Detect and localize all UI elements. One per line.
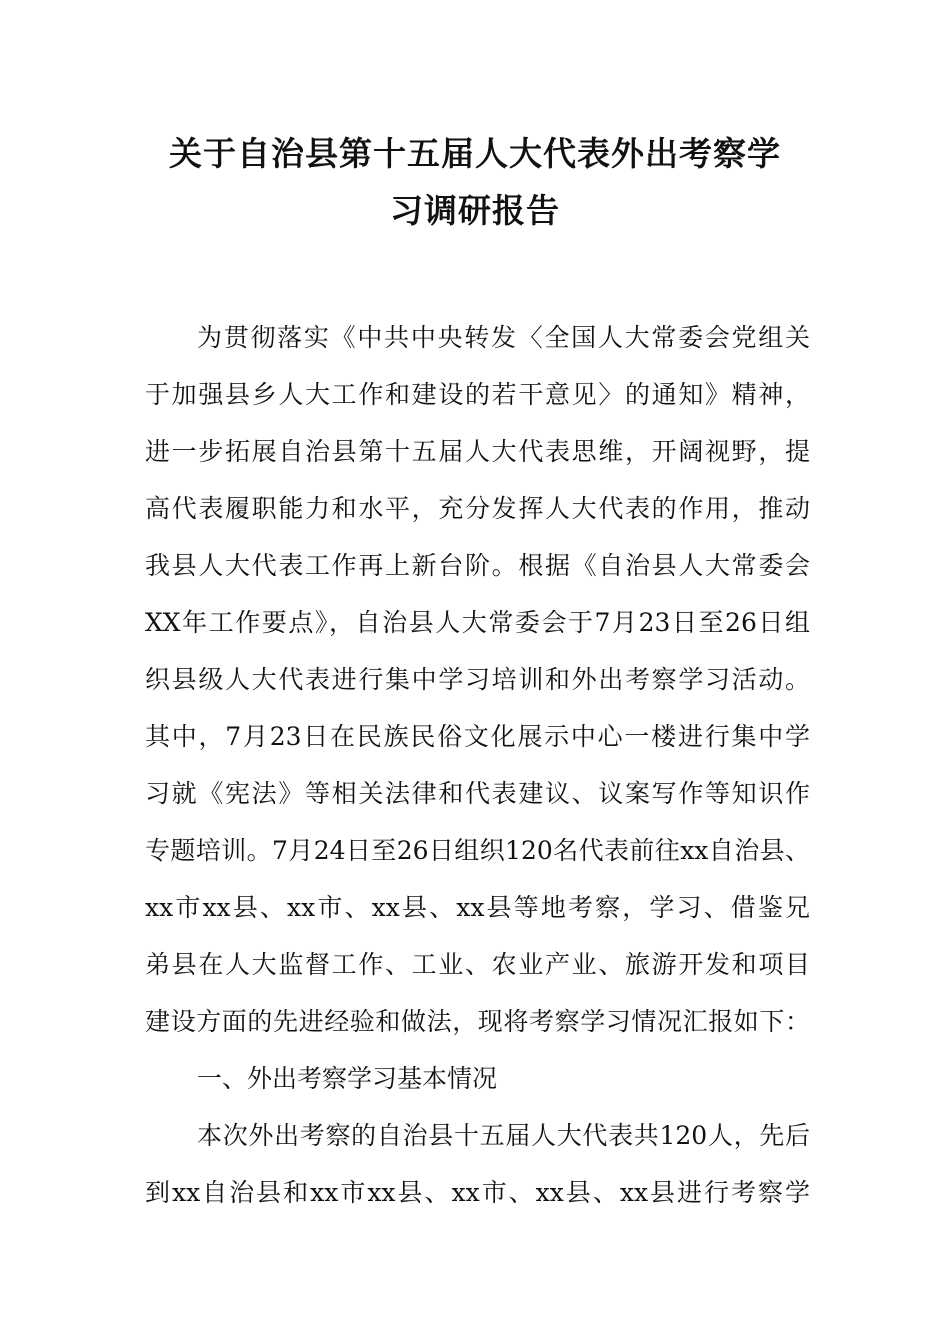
body-text-line: 我县人大代表工作再上新台阶。根据《自治县人大常委会 — [145, 551, 810, 580]
body-text-line: 高代表履职能力和水平，充分发挥人大代表的作用，推动 — [145, 494, 810, 523]
body-text-line: 本次外出考察的自治县十五届人大代表共120人，先后 — [197, 1121, 810, 1150]
document-title-line-2: 习调研报告 — [390, 191, 560, 230]
body-text-line: 专题培训。7月24日至26日组织120名代表前往xx自治县、 — [145, 836, 810, 865]
body-text-line: 织县级人大代表进行集中学习培训和外出考察学习活动。 — [145, 665, 810, 694]
body-text-line: 习就《宪法》等相关法律和代表建议、议案写作等知识作 — [145, 779, 810, 808]
body-text-line: 进一步拓展自治县第十五届人大代表思维，开阔视野，提 — [145, 437, 810, 466]
body-text-line: 为贯彻落实《中共中央转发〈全国人大常委会党组关 — [197, 323, 810, 352]
body-text-line: 到xx自治县和xx市xx县、xx市、xx县、xx县进行考察学 — [145, 1178, 810, 1207]
body-text-line: 弟县在人大监督工作、工业、农业产业、旅游开发和项目 — [145, 950, 810, 979]
body-text-line: 于加强县乡人大工作和建设的若干意见〉的通知》精神， — [145, 380, 810, 409]
body-text-line: xx市xx县、xx市、xx县、xx县等地考察，学习、借鉴兄 — [145, 893, 810, 922]
section-heading: 一、外出考察学习基本情况 — [197, 1064, 498, 1093]
body-text-line: 其中，7月23日在民族民俗文化展示中心一楼进行集中学 — [145, 722, 810, 751]
body-text-line: XX年工作要点》，自治县人大常委会于7月23日至26日组 — [145, 608, 810, 637]
body-text-line: 建设方面的先进经验和做法，现将考察学习情况汇报如下： — [145, 1007, 810, 1036]
document-title-line-1: 关于自治县第十五届人大代表外出考察学 — [169, 134, 781, 173]
